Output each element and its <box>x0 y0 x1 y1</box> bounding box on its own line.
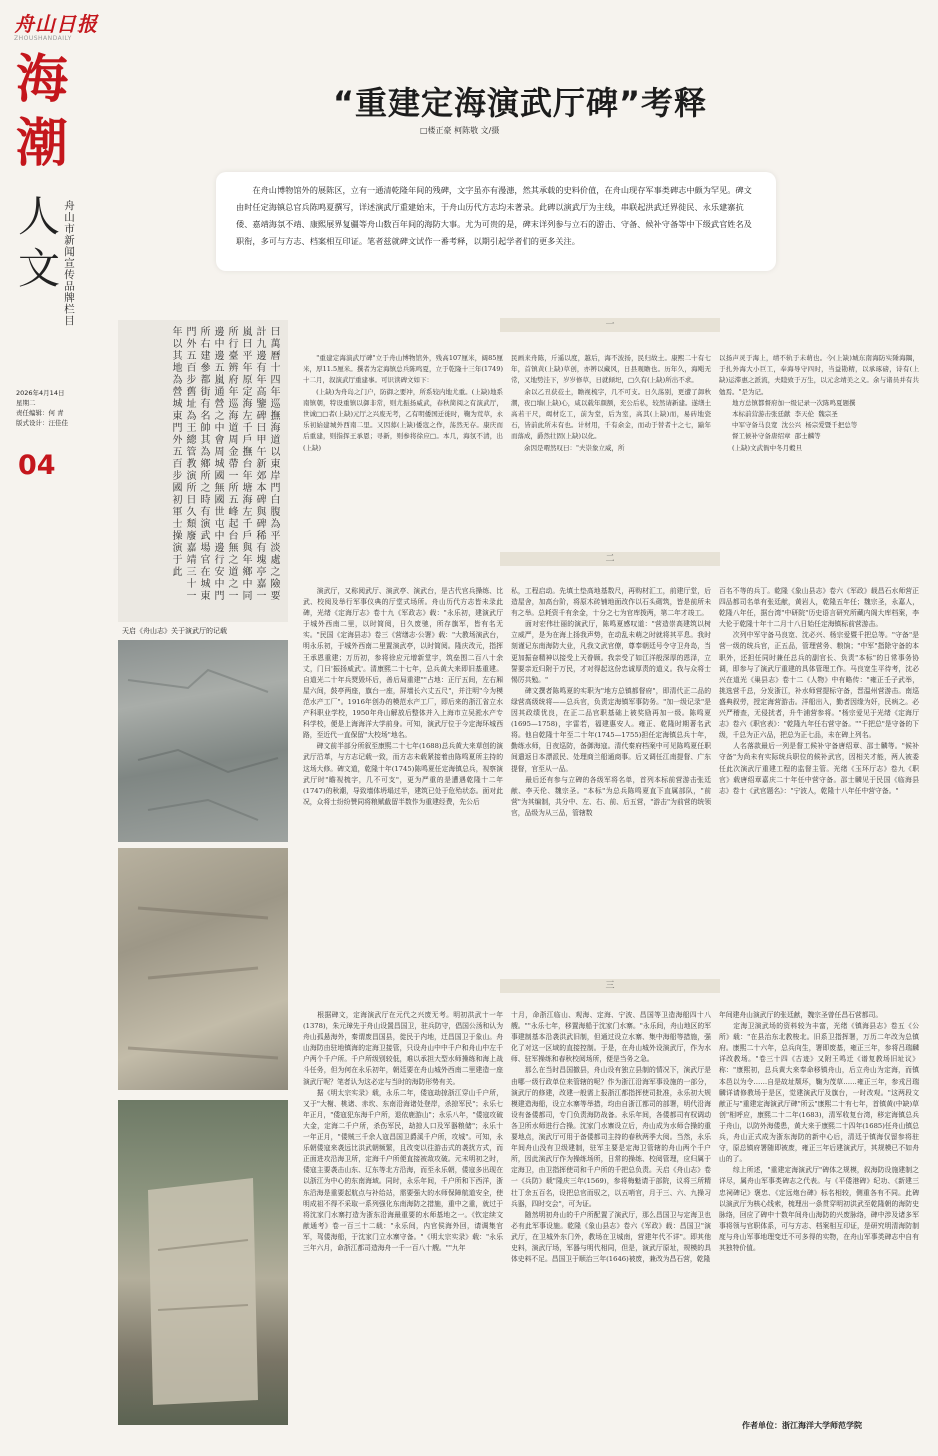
photo-stele-rubbing-1 <box>118 640 288 842</box>
section-header-1: 一 <box>500 318 720 332</box>
column-char-3: 人 <box>18 192 61 241</box>
section1-column-1: "重建定海演武厅碑"立于舟山博物馆外，残高107厘米，阔85厘米，厚11.5厘米。撰者为定海镇总兵陈鸣夏，立于乾隆十三年(1749)十二月，叙演武厅重建事。可识读碑文如下： (上缺)为舟岛之门户，防御之要冲，所系较内地尤重。(上缺)地系南镇朝，特设重镇以御非常，则尤振扬威武，春秋简阅之有演武厅，世诚□□者(上缺)元厅之兴废无考，乙有明倭国迁徙时，鞠为荒草，永乐初始建城外西南二里。又因募(上缺)倭寇之作，荡然无存。康庆而后重建，则指挥王承恩；寻新，则参将徐应□。本几，海氛不清，出(上缺) <box>303 354 503 452</box>
author-affiliation: 作者单位：浙江海洋大学师范学院 <box>742 1421 862 1430</box>
photo-book-page <box>118 320 288 622</box>
column-subtitle: 舟山市新闻宣传品牌栏目 <box>63 200 75 327</box>
column-char-4: 文 <box>18 244 61 293</box>
column-char-2: 潮 <box>16 113 69 174</box>
issue-meta <box>16 388 68 428</box>
responsible-editor: 责任编辑：何 青 <box>16 409 64 417</box>
issue-weekday: 星期二 <box>16 399 36 407</box>
section-header-2: 二 <box>500 552 720 566</box>
intro-box <box>216 172 776 271</box>
stone-texture-2 <box>118 848 288 1090</box>
article-byline: □楼正豪 柯陈敬 文/摄 <box>420 126 500 135</box>
section2-column-1: 演武厅，又称阅武厅、演武亭、演武台，是古代官兵操练、比武、校阅及举行军事仪典的厅堂式场所。舟山历代方志皆未录此碑，光绪《定海厅志》卷十九《军政志》载："永乐初，建演武厅于城外西南二里，以时简阅，日久废驰，所存旗军，皆有名无实。"民国《定海县志》卷三《营缮志·公署》载："大教场演武台，明永乐初，于城外西南二里置演武亭，以时简阅。隆庆改元，指挥王承恩重建；万历初，参将徐应元增新堂宇，筑垒围二百八十余丈，门曰'振扬威武'。清康熙二十七年，总兵黄大来即旧基重建。自道光二十年兵燹毁坏后，善后局重建""占地：正厅五间，左右厢屋六间，鼓亭两座，旗台一座，屏墙长六丈五尺"，并注明"今为模范水产工厂"。1916年创办的模范水产工厂，即后来的浙江省立水产科职业学校，1950年舟山解放后整体并入上海市立吴淞水产专科学校，便是上海海洋大学前身。可知，演武厅位于今定海环城西路，至近代一直保留"大校场"地名。 碑文前半部分所叙至康熙二十七年(1688)总兵黄大来草创的演武厅沿革，与方志记载一致，而方志未载紧接着由陈鸣夏所主持的这场大修。碑文道，乾隆十年(1745)陈鸣夏任定海镇总兵，视察演武厅时"瞻视梳字，几不可支"，更为严重的是遭遇乾隆十二年(1747)的秋潮，导致墙体坍塌过半，建筑已处于危殆状态。面对此况，众将士纷纷赞同将粮赋截留半数作为重建经费，先公后 <box>303 587 503 806</box>
section-header-3: 三 <box>500 979 720 993</box>
section1-column-3: 以扬声灵于海上，靖不轨于未萌也。今(上缺)城东南海防实陲海隅，于扎外海大小巨工，奉海导守四时，当益勘精，以承琢磅，诗有(上缺)运滞惠之派流，夫睦致于万生，以元念靖美之义。余与诸员并有共勉焉。"是为记。 地方总镇都督府加一级记录一次陈鸣夏题撰 本标前营游击张廷献 李天伦 魏宗圣 中军守备马良宽 沈公兴 杨宗爱暨千把总等 督工候补守备唐绍章 邵士麟等 (上缺)文武衙中冬月穀旦 <box>719 354 919 452</box>
newspaper-logo-sub: ZHOUSHANDAILY <box>14 35 72 42</box>
section3-column-1: 根据碑文，定海演武厅在元代之兴废无考。明初洪武十一年(1378)，朱元璋先于舟山设置昌国卫，驻兵防守，倡国公汤和认为舟山孤悬海外，秦谓废昌国县，徙民于内地，迁昌国卫于象山。舟山海防由驻地镇海的定海卫接管，只设舟山中中千户和舟山中左千户两个千户所。千户所级别较低，难以承担大型水师操练和海上战斗任务，但为何在永乐初年，朝廷要在舟山城外西南二里建造一座演武厅呢？笔者认为这必定与当时的海防形势有关。 据《明太宗实录》载，永乐二年，倭寇劫掠浙江穿山千户所，又于"大榭、桃诸、赤坎、东南沿海诸处登岸，杀掠军民"；永乐七年正月，"倭寇犯东海千户所，退依鹿游山"；永乐八年，"倭寇攻破大金，定海二千户所，杀伤军民，劫掠人口及军器粮储"；永乐十一年正月，"倭贼三千余人寇昌国卫爵溪千户所，攻城"。可知，永乐朝倭寇来袭远比洪武朝频繁，且改变以往游击式的袭扰方式，而正面进攻沿海卫所，定海千户所便直接被敌攻破。元末明初之时，倭寇主要袭击山东、辽东等北方沿海，而至永乐朝，倭寇多出现在以浙江为中心的东南海域。同时，永乐年间，千户所和下西洋，浙东沿海是重要起航点与补给站，需要强大的水师保障航道安全，使明成祖不得不采取一系列强化东南海防之措施，重中之重，就过于将沈家门水寨打造为浙东沿海最重要的水师基地之一。《钦定续文献通考》卷一百三十二载："永乐间，内官侯海外回，请调集官军，驾倭海船，于沈家门立水寨守备。"《明太宗实录》载："永乐三年六月，命浙江都司造海舟一千一百八十艘。""九年 <box>303 1011 503 1252</box>
photo-stele-rubbing-2 <box>118 848 288 1090</box>
section2-column-3: 百名不等的兵丁。乾隆《象山县志》卷六《军政》载昌石水师营正四品都司名单有张廷献，黄岩人，乾隆五年任；魏宗圣，永嘉人，乾隆八年任，据台湾"中研院"历史语言研究所藏内阁大库档案，李大伦于乾隆十年十二月十八日始任定海镇标前营游击。 次列中军守备马良宽、沈必兴、杨宗爱暨千把总等。"守备"是营一级的统兵官，正五品，管理营务、粮饷；"中军"指除守备的本职外，还担任同时兼任总兵的副官长、负责"本标"的日常事务协调，即参与了演武厅重建的具体管理工作。马良宽生平待考，沈必兴在道光《巢县志》卷十二《人物》中有略传："雍正壬子武举，挑选营千总，分发浙江，补水师营提标守备，晋温州营游击。南巡盛典叙劳，授定海营游击。洋船出入，勤者因缘为奸，民病之。必兴严稽查，无侵扰者，升牛浦营参将。"杨宗爱见于光绪《定海厅志》卷六《职官表》："乾隆九年任右营守备。""千把总"是守备的下级，千总为正六品，把总为正七品，未在碑上列名。 人名落款最后一列是督工候补守备唐绍章、邵士麟等。"候补守备"为尚未有实际统兵职位的候补武官，因相关才能，两人被委任此次演武厅重建工程的监督主管。光绪《玉环厅志》卷九《职官》载唐绍章嘉庆二十年任中营守备。邵士麟见于民国《临海县志》卷十《武官题名》："宁波人，乾隆十八年任中营守备。" <box>719 587 919 795</box>
section1-column-2: 民画来舟陈，斤遥以度，越后，海不波扬，民归故土。康熙二十有七年，首镇黄(上缺)草创，亦辨以藏风，日县观瞻也。历年久，海飓无常，又地势洼下，岁岁修草，日就倾圯，□久有(上缺)所出不求。 余以乙丑获莅土，瞻视梳字，几不可支。日久荡别，更遭了卸秋潮，夜□墙(上缺)心，咸以载年颜额，充公后私，较然请新建。遂缮土高若干尺，竭材讫工，前为堂，后为室，高其(上缺)而，易砖地瓷石，皆前此所未有也。计材用，千有余金，而动于替者十之七，踰年而落成，爵然壮固(上缺)以化。 余因是喟然叹曰："夫崇象立威，所 <box>511 354 711 452</box>
newspaper-logo: 舟山日报 <box>14 12 98 36</box>
section3-column-3: 年间建舟山演武厅的张廷献，魏宗圣曾任昌石营都司。 定海卫演武场的资料较为丰富，光绪《镇海县志》卷五《公所》载："在县治东北教梭北。旧系卫指挥署，万历二年改为总镇府。康熙二十六年，总兵向生，署即废基，雍正三年，参将吕瑞麟详改教场。"卷三十四《古迹》又附王鸣迁《谱复教场旧址议》称："康熙初，总兵黄大来奉命移镇舟山，后立舟山为定海，而镇本邑以为令……自是故址颓坏，鞠为茂草……雍正三年，参戎吕瑞麟详请修教场于是区，觉建演武厅及旗台，一时改观。"这两段文献正与"重建定海演武厅碑"所云"康熙二十有七年，首镇黄(中缺)草创"相呼应，康熙二十二年(1683)，清军收复台湾，移定海镇总兵于舟山，以防外海倭患，黄大来于康熙二十四年(1685)任舟山镇总兵，舟山正式成为浙东海防的新中心后，清廷于镇海仅留参将驻守，原总镇府署随即被废，雍正三年后建演武厅，其规模已不如舟山的了。 综上所述，"重建定海演武厅"碑体之规模，叙海防设施建制之详尽，属舟山军事类碑志之代表。与《平倭港碑》纪功、《新建三忠祠碑记》褒忠、《定远炮台碑》标名相较，侧重各有不同。此碑以演武厅为核心线索，梳理出一条贯穿明初洪武至乾隆朝的海防史脉络，回应了碑中十数年间舟山海防的兴废脉络，碑中涉及诸多军事将领与官职体系，可与方志、档案相互印证，是研究明清海防制度与舟山军事地理变迁不可多得的实物，在舟山军事类碑志中自有其独特价值。 <box>719 1011 919 1252</box>
photo-stele-outdoor <box>118 1100 288 1425</box>
layout-designer: 版式设计：汪佳佳 <box>16 419 68 427</box>
photo-caption: 天启《舟山志》关于演武厅的记载 <box>122 627 227 635</box>
stele-outdoor-shape <box>118 1100 288 1425</box>
masthead <box>14 8 98 42</box>
article-title: “重建定海演武厅碑”考释 <box>332 84 708 122</box>
page-number: 04 <box>18 450 56 481</box>
issue-date: 2026年4月14日 <box>16 389 65 397</box>
intro-text: 在舟山博物馆外的展陈区，立有一通清乾隆年间的残碑，文字虽亦有漫漶，然其承载的史料价值，在舟山现存军事类碑志中颇为罕见。碑文由时任定海镇总官兵陈鸣夏撰写，详述演武厅重建始末，于舟山历代方志均未著录。此碑以演武厅为主线，串联起洪武迁界徙民、永乐建寨抗倭、嘉靖海氛不靖、康熙展界复疆等舟山数百年间的海防大事。尤为可贵的是，碑末详列参与立石的游击、守备、候补守备等中下级武官姓名及职衔，多可与方志、档案相互印证。笔者兹就碑文试作一番考释，以期引起学者们的更多关注。 <box>236 185 752 246</box>
section2-column-2: 私，工程启动。先填土垫高地基数尺，再购材汇工，前建厅堂，后造屋舍，加高台阶，将原木砖铺地面改作以石头砌筑，皆是前所未有之举。总耗资千有余金，十分之七为官库拨两，第二年才竣工。 面对宏伟壮丽的演武厅，陈鸣夏感叹道："营造崇高建筑以树立威严，是为在海上扬我声势，在动乱未萌之时就将其平息。我时刻谨记东南海防大业，凡我文武官僚，尊奉朝廷号令守卫舟岛，当更加振奋精神以接受上天眷顾。我亲受了如江洋般深厚的恩泽，立誓要亲近归附于万民，才对得起这份忠诚厚责的道义。我与众将士惕厉共勉。" 碑文撰者陈鸣夏的实职为"地方总镇都督府"，即清代正二品的绿营高级统将——总兵官，负责定海镇军事防务。"加一级记录"是因其政绩优良，在正二品官职基础上被奖励再加一级。陈鸣夏(1695—1758)，字雷若，福建惠安人。雍正、乾隆时期著名武将。他自乾隆十年至二十年(1745—1755)担任定海镇总兵十年，勤练水师，日夜巡防，备御海寇。清代秦府档案中可见陈鸣夏任职间遣返日本漂派民、处理商兰船通商事。后又调任江南提督、广东提督，官至从一品。 最后还有参与立碑的各级军将名单，首列本标前营游击张廷献、李天伦、魏宗圣。"本标"为总兵陈鸣夏直下直属部队，"前营"为其编制，共分中、左、右、前、后五营，"游击"为前营的统领官，品级为从三品，管辖数 <box>511 587 711 817</box>
stone-texture <box>118 640 288 842</box>
book-page-text: 曰萬曆十四年巡撫海道以東岸門白腹為平淡處之險要計九邊有年高鑒碑曰甲午新郊本碑與碑稀有塊亭嘉一嵐曰平年原定海左千戶撫台年塘海左千戶與年鄉中同所行臺辨府年巡海道周金帶一所五峰起台無之道之一邊中邊五嵐通營之中會周城國無國世屯中邊行安中門所右建參都街有名帥其為鄉所之時有演武場官在城東門外五百步舊址為王總管教演所日久頹廢嘉靖三十一年以其地為營城東門外五百步國初軍士操演于此 <box>170 326 279 602</box>
column-char-1: 海 <box>16 49 69 110</box>
section3-column-2: 十月，命浙江临山、观海、定海、宁波、昌国等卫造海船四十八艘。""永乐七年，移置海船于沈家门水寨。"永乐间，舟山地区的军事建制基本沿袭洪武旧制，但通过设立水寨、集中海船等措施，强化了对这一区域的直接控制。于是，在舟山城外设演武厅，作为水师、驻军操练和春秋校阅场所，便是当务之急。 那么在当时昌国撤县，舟山设有独立县制的情况下，演武厅是由哪一级行政单位来管辖的呢？作为浙江沿海军事设施的一部分，演武厅的修建，改建一般需上报浙江都指挥使司批准，永乐初大规模建造海船，设立水寨等举措，均由自浙江都司的部署，明代沿海设有备倭都司，专门负责海防战备。永乐年间，各倭都司有权调动各卫所水师进行合操。沈家门水寨设立后，舟山成为水师合操的重要地点，演武厅可用于备倭都司主持的春秋两季大阅。当然，永乐年间舟山没有卫级建制，驻军主要是定海卫管辖的舟山两个千户所，因此演武厅作为操练场所，日常的操练、校阅管理，应归属于定海卫，由卫指挥使司和千户所的千把总负责。天启《舟山志》卷一《兵防》载"隆庆三年(1569)，参将梅魁请于部院，议将三所精壮丁余五百名，设把总官而驭之，以五哨官，月于三、六、九操习兵器，四时交会"，可为证。 随然明初舟山的千户所配置了演武厅，那么昌国卫与定海卫也必有此军事设施。乾隆《象山县志》卷六《军政》载：昌国卫"演武厅，在卫城外东门外，教场在卫城南，营建年代不详"。即其他史料，演武厅场，军器与明代相同，但是，演武厅原址，规模的具体史料不足。昌国卫于顺治三年(1646)被废，兼改为昌石营，乾隆 <box>511 1011 711 1264</box>
